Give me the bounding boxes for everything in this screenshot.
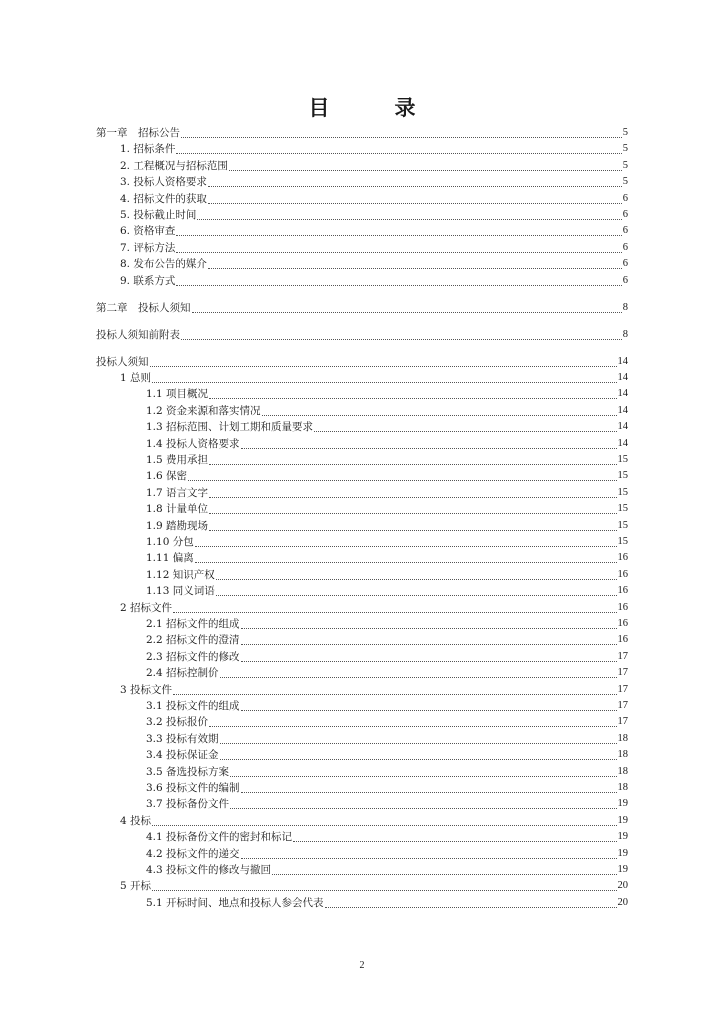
toc-leader-dots [152,815,616,826]
toc-leader-dots [208,258,622,269]
toc-entry-page: 14 [617,372,628,383]
toc-entry-label: 5.1 开标时间、地点和投标人参会代表 [146,896,324,909]
toc-entry[interactable] [146,715,628,729]
toc-entry-label: 1.13 同义词语 [146,585,215,598]
toc-leader-dots [241,848,617,859]
toc-leader-dots [208,176,622,187]
toc-entry-page: 15 [617,503,628,515]
toc-entry-page: 16 [617,552,628,564]
toc-entry-label: 1 总则 [120,372,152,384]
toc-entry-label: 2.4 招标控制价 [146,667,219,680]
toc-entry-page: 5 [622,127,628,138]
toc-entry[interactable] [120,814,628,828]
toc-entry-page: 17 [617,716,628,728]
toc-entry-page: 15 [617,454,628,465]
toc-leader-dots [192,302,622,313]
toc-leader-dots [209,487,616,498]
toc-leader-dots [176,143,621,154]
toc-leader-dots [220,749,617,760]
toc-entry-page: 18 [617,765,628,777]
toc-leader-dots [241,438,617,449]
toc-leader-dots [176,225,621,236]
toc-leader-dots [241,700,617,711]
toc-entry-page: 19 [617,864,628,875]
toc-entry-label: 第二章 投标人须知 [96,301,191,314]
toc-entry-label: 1.3 招标范围、计划工期和质量要求 [146,421,314,434]
toc-entry-page: 17 [617,683,628,695]
toc-entry-page: 15 [617,470,628,482]
toc-leader-dots [209,503,616,514]
toc-entry-page: 8 [622,328,628,340]
toc-leader-dots [325,897,617,908]
toc-entry-page: 14 [617,388,628,400]
toc-entry-page: 20 [617,880,628,892]
toc-entry-page: 18 [617,749,628,761]
toc-entry[interactable] [146,486,628,500]
toc-entry-page: 5 [622,176,628,188]
toc-entry[interactable] [146,502,628,516]
toc-entry-label: 1.6 保密 [146,470,188,483]
toc-entry-page: 17 [617,667,628,679]
toc-entry-page: 8 [622,301,628,313]
toc-leader-dots [241,651,617,662]
toc-entry[interactable] [120,601,628,615]
toc-entry-label: 4 投标 [120,814,152,827]
toc-entry-page: 14 [617,404,628,416]
toc-entry[interactable] [120,683,628,697]
toc-entry[interactable] [96,126,628,140]
toc-leader-dots [181,127,622,138]
toc-entry-label: 5. 投标截止时间 [120,209,197,221]
toc-leader-dots [195,536,617,547]
toc-entry-page: 15 [617,536,628,547]
toc-entry-page: 15 [617,519,628,531]
toc-entry-label: 1.4 投标人资格要求 [146,437,240,450]
toc-entry[interactable] [146,404,628,418]
toc-entry-label: 1.12 知识产权 [146,568,215,581]
toc-entry-label: 4.3 投标文件的修改与撤回 [146,864,272,876]
toc-entry-page: 6 [622,225,628,237]
toc-entry-label: 1.1 项目概况 [146,388,209,401]
toc-entry-page: 6 [622,258,628,270]
toc-entry[interactable] [120,879,628,893]
toc-entry[interactable] [96,301,628,315]
toc-entry-label: 2.1 招标文件的组成 [146,618,240,630]
toc-entry-page: 14 [617,355,628,367]
toc-entry[interactable] [146,469,628,483]
toc-leader-dots [216,569,617,580]
toc-leader-dots [152,372,616,383]
toc-entry[interactable] [146,387,628,401]
toc-leader-dots [241,634,617,645]
toc-leader-dots [176,275,621,286]
toc-leader-dots [181,329,622,340]
toc-entry-label: 1.8 计量单位 [146,503,209,516]
toc-leader-dots [209,454,616,465]
toc-entry[interactable] [146,732,628,746]
toc-entry-page: 19 [617,814,628,826]
toc-entry-label: 1.5 费用承担 [146,454,209,466]
toc-entry-page: 16 [617,634,628,646]
toc-entry[interactable] [146,568,628,582]
toc-entry-label: 4.1 投标备份文件的密封和标记 [146,831,293,844]
toc-entry-page: 14 [617,421,628,433]
toc-entry-label: 1.7 语言文字 [146,486,209,499]
toc-leader-dots [152,880,616,891]
toc-entry[interactable] [120,175,628,189]
toc-entry[interactable] [146,519,628,533]
toc-leader-dots [150,356,617,367]
toc-entry[interactable] [120,192,628,206]
toc-entry[interactable] [146,748,628,762]
toc-entry-page: 6 [622,274,628,286]
toc-leader-dots [209,716,616,727]
toc-leader-dots [229,160,622,171]
toc-entry[interactable] [96,355,628,369]
toc-entry[interactable] [96,328,628,342]
toc-entry[interactable] [120,371,628,385]
toc-entry[interactable] [120,257,628,271]
toc-entry[interactable] [120,274,628,288]
toc-entry[interactable] [146,765,628,779]
toc-entry-label: 第一章 招标公告 [96,127,180,139]
toc-leader-dots [173,602,616,613]
toc-title: 目 录 [308,96,438,120]
toc-entry-label: 8. 发布公告的媒介 [120,258,207,271]
toc-leader-dots [220,733,617,744]
toc-entry[interactable] [146,453,628,467]
toc-leader-dots [197,209,621,220]
toc-entry-page: 18 [617,732,628,744]
page-number: 2 [359,960,365,971]
toc-entry[interactable] [120,159,628,173]
toc-leader-dots [216,585,617,596]
toc-entry-label: 2.3 招标文件的修改 [146,650,240,663]
toc-entry-page: 17 [617,650,628,662]
toc-entry[interactable] [146,617,628,631]
toc-leader-dots [176,242,621,253]
toc-entry[interactable] [146,847,628,861]
toc-entry-label: 4.2 投标文件的递交 [146,847,240,860]
toc-entry[interactable] [146,650,628,664]
toc-leader-dots [241,782,617,793]
toc-leader-dots [173,684,616,695]
toc-entry-page: 18 [617,782,628,793]
toc-entry-page: 6 [622,192,628,204]
toc-entry-label: 3. 投标人资格要求 [120,176,207,189]
toc-entry-label: 1.10 分包 [146,536,194,548]
toc-entry-page: 19 [617,847,628,859]
toc-entry-label: 1.11 偏离 [146,552,194,565]
toc-entry-label: 投标人须知前附表 [96,328,180,341]
toc-entry-label: 2.2 招标文件的澄清 [146,634,240,647]
toc-entry-page: 5 [622,159,628,171]
toc-entry-label: 3.1 投标文件的组成 [146,700,240,712]
toc-leader-dots [220,667,617,678]
toc-entry-label: 3 投标文件 [120,683,173,696]
toc-entry-page: 16 [617,601,628,613]
toc-entry-label: 3.3 投标有效期 [146,732,219,745]
toc-leader-dots [230,766,616,777]
toc-entry-label: 4. 招标文件的获取 [120,192,207,205]
toc-leader-dots [195,552,617,563]
toc-leader-dots [209,520,616,531]
toc-entry[interactable] [146,666,628,680]
toc-entry-label: 1.2 资金来源和落实情况 [146,404,261,417]
toc-leader-dots [293,831,616,842]
toc-leader-dots [314,421,616,432]
toc-entry[interactable] [120,224,628,238]
toc-entry-label: 2 招标文件 [120,601,173,614]
toc-entry[interactable] [146,699,628,713]
toc-entry-page: 16 [617,585,628,597]
toc-entry-page: 5 [622,143,628,155]
toc-entry[interactable] [120,142,628,156]
toc-leader-dots [209,388,616,399]
toc-entry-label: 7. 评标方法 [120,241,176,254]
toc-entry[interactable] [146,535,628,549]
toc-entry-label: 3.6 投标文件的编制 [146,782,240,794]
toc-entry[interactable] [120,241,628,255]
toc-entry[interactable] [146,830,628,844]
toc-entry-page: 16 [617,618,628,629]
toc-entry-page: 16 [617,568,628,580]
toc-entry-label: 3.2 投标报价 [146,716,209,729]
toc-entry-label: 6. 资格审查 [120,225,176,238]
toc-entry-page: 15 [617,486,628,498]
toc-leader-dots [188,470,616,481]
toc-entry[interactable] [146,781,628,795]
toc-entry[interactable] [146,896,628,910]
toc-entry[interactable] [146,863,628,877]
toc-entry-label: 1. 招标条件 [120,143,176,156]
toc-entry-page: 6 [622,209,628,220]
toc-entry[interactable] [120,208,628,222]
toc-entry-page: 19 [617,798,628,810]
toc-leader-dots [262,405,617,416]
toc-entry-page: 14 [617,437,628,449]
toc-entry[interactable] [146,437,628,451]
toc-entry[interactable] [146,797,628,811]
toc-entry[interactable] [146,584,628,598]
toc-leader-dots [241,618,617,629]
toc-entry-page: 20 [617,896,628,908]
toc-entry-page: 6 [622,241,628,253]
toc-leader-dots [208,193,622,204]
toc-entry-page: 17 [617,700,628,711]
toc-entry[interactable] [146,633,628,647]
toc-leader-dots [230,798,616,809]
toc-entry[interactable] [146,551,628,565]
toc-entry-label: 2. 工程概况与招标范围 [120,159,228,172]
toc-entry-label: 3.4 投标保证金 [146,749,219,762]
toc-entry[interactable] [146,420,628,434]
toc-entry-label: 9. 联系方式 [120,274,176,287]
toc-entry-page: 19 [617,831,628,843]
toc-entry-label: 3.5 备选投标方案 [146,765,230,778]
toc-entry-label: 投标人须知 [96,355,149,368]
toc-entry-label: 1.9 踏勘现场 [146,519,209,532]
toc-leader-dots [272,864,616,875]
toc-entry-label: 3.7 投标备份文件 [146,798,230,811]
toc-entry-label: 5 开标 [120,880,152,893]
